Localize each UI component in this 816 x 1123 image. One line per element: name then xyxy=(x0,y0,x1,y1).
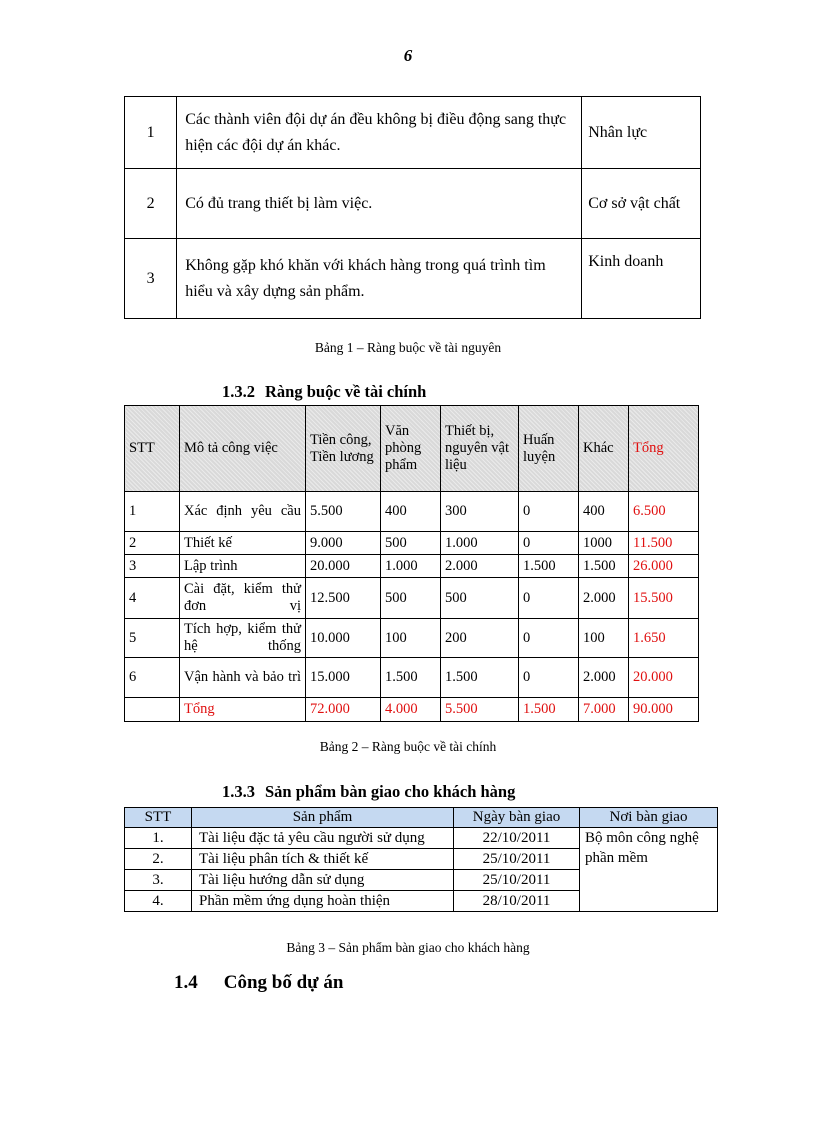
office-cell: 500 xyxy=(381,578,441,619)
section-title: Ràng buộc về tài chính xyxy=(265,382,427,401)
stt-cell: 4. xyxy=(125,891,192,912)
equipment-cell: 1.000 xyxy=(441,532,519,555)
date-cell: 25/10/2011 xyxy=(454,849,580,870)
stt-cell: 4 xyxy=(125,578,180,619)
stt-cell: 3 xyxy=(125,555,180,578)
salary-cell: 10.000 xyxy=(306,619,381,658)
training-total: 1.500 xyxy=(519,698,579,722)
header-equipment: Thiết bị, nguyên vật liệu xyxy=(441,406,519,492)
total-cell: 20.000 xyxy=(629,658,699,698)
grand-total: 90.000 xyxy=(629,698,699,722)
stt-cell: 3 xyxy=(125,239,177,319)
stt-cell: 1 xyxy=(125,97,177,169)
salary-cell: 9.000 xyxy=(306,532,381,555)
equipment-cell: 1.500 xyxy=(441,658,519,698)
stt-cell: 1. xyxy=(125,828,192,849)
section-title: Công bố dự án xyxy=(223,972,344,993)
header-row xyxy=(125,406,699,492)
section-number: 1.3.2 xyxy=(222,382,255,401)
description-cell: Cài đặt, kiểm thử đơn vị xyxy=(180,578,306,619)
training-cell: 1.500 xyxy=(519,555,579,578)
header-stt: STT xyxy=(125,406,180,492)
training-cell: 0 xyxy=(519,658,579,698)
other-cell: 1.500 xyxy=(579,555,629,578)
section-title: Sản phẩm bàn giao cho khách hàng xyxy=(265,782,516,801)
date-cell: 25/10/2011 xyxy=(454,870,580,891)
total-cell: 15.500 xyxy=(629,578,699,619)
header-row xyxy=(125,808,718,828)
other-cell: 2.000 xyxy=(579,658,629,698)
equipment-cell: 500 xyxy=(441,578,519,619)
training-cell: 0 xyxy=(519,578,579,619)
office-cell: 100 xyxy=(381,619,441,658)
resource-type-cell: Nhân lực xyxy=(582,97,701,169)
equipment-cell: 2.000 xyxy=(441,555,519,578)
total-cell: 1.650 xyxy=(629,619,699,658)
product-cell: Tài liệu hướng dẫn sử dụng xyxy=(192,870,454,891)
table-row xyxy=(125,555,699,578)
office-cell: 1.000 xyxy=(381,555,441,578)
resource-constraints-table xyxy=(124,96,701,319)
table-2-caption: Bảng 2 – Ràng buộc về tài chính xyxy=(319,739,497,754)
salary-cell: 5.500 xyxy=(306,492,381,532)
header-total: Tổng xyxy=(629,406,699,492)
section-heading-1-3-3 xyxy=(222,782,515,802)
header-training: Huấn luyện xyxy=(519,406,579,492)
salary-cell: 15.000 xyxy=(306,658,381,698)
product-cell: Tài liệu phân tích & thiết kế xyxy=(192,849,454,870)
section-heading-1-3-2 xyxy=(222,382,426,402)
table-row xyxy=(125,658,699,698)
stt-cell xyxy=(125,698,180,722)
header-office-supplies: Văn phòng phẩm xyxy=(381,406,441,492)
section-number: 1.3.3 xyxy=(222,782,255,801)
other-cell: 1000 xyxy=(579,532,629,555)
description-cell: Các thành viên đội dự án đều không bị điều động sang thực hiện các đội dự án khác. xyxy=(177,97,582,169)
office-cell: 400 xyxy=(381,492,441,532)
table-1-caption: Bảng 1 – Ràng buộc về tài nguyên xyxy=(314,340,502,355)
training-cell: 0 xyxy=(519,532,579,555)
header-delivery-date: Ngày bàn giao xyxy=(454,808,580,828)
stt-cell: 5 xyxy=(125,619,180,658)
description-cell: Vận hành và bảo trì xyxy=(180,658,306,698)
description-cell: Không gặp khó khăn với khách hàng trong quá trình tìm hiểu và xây dựng sản phẩm. xyxy=(177,239,582,319)
other-cell: 400 xyxy=(579,492,629,532)
table-row xyxy=(125,169,701,239)
section-heading-1-4 xyxy=(174,972,343,994)
finance-constraints-table xyxy=(124,405,699,722)
table-row xyxy=(125,239,701,319)
header-salary: Tiền công, Tiền lương xyxy=(306,406,381,492)
table-row xyxy=(125,492,699,532)
stt-cell: 2 xyxy=(125,532,180,555)
product-cell: Phần mềm ứng dụng hoàn thiện xyxy=(192,891,454,912)
description-cell: Thiết kế xyxy=(180,532,306,555)
training-cell: 0 xyxy=(519,619,579,658)
salary-cell: 12.500 xyxy=(306,578,381,619)
stt-cell: 1 xyxy=(125,492,180,532)
training-cell: 0 xyxy=(519,492,579,532)
other-cell: 100 xyxy=(579,619,629,658)
header-description: Mô tả công việc xyxy=(180,406,306,492)
total-cell: 11.500 xyxy=(629,532,699,555)
table-row xyxy=(125,578,699,619)
total-label: Tổng xyxy=(180,698,306,722)
stt-cell: 2. xyxy=(125,849,192,870)
table-row xyxy=(125,97,701,169)
office-cell: 500 xyxy=(381,532,441,555)
description-cell: Lập trình xyxy=(180,555,306,578)
stt-cell: 3. xyxy=(125,870,192,891)
page-number: 6 xyxy=(403,46,413,65)
header-product: Sản phẩm xyxy=(192,808,454,828)
salary-cell: 20.000 xyxy=(306,555,381,578)
total-cell: 26.000 xyxy=(629,555,699,578)
section-number: 1.4 xyxy=(174,972,198,993)
total-cell: 6.500 xyxy=(629,492,699,532)
resource-type-cell: Kinh doanh xyxy=(582,239,701,319)
product-cell: Tài liệu đặc tả yêu cầu người sử dụng xyxy=(192,828,454,849)
table-row xyxy=(125,532,699,555)
table-3-caption: Bảng 3 – Sản phẩm bàn giao cho khách hàng xyxy=(286,940,530,955)
equipment-cell: 300 xyxy=(441,492,519,532)
header-delivery-place: Nơi bàn giao xyxy=(580,808,718,828)
description-cell: Có đủ trang thiết bị làm việc. xyxy=(177,169,582,239)
date-cell: 28/10/2011 xyxy=(454,891,580,912)
resource-type-cell: Cơ sở vật chất xyxy=(582,169,701,239)
date-cell: 22/10/2011 xyxy=(454,828,580,849)
other-cell: 2.000 xyxy=(579,578,629,619)
table-row xyxy=(125,828,718,849)
office-cell: 1.500 xyxy=(381,658,441,698)
stt-cell: 6 xyxy=(125,658,180,698)
table-row xyxy=(125,619,699,658)
place-cell: Bộ môn công nghệ phần mềm xyxy=(580,828,718,912)
delivery-products-table xyxy=(124,807,718,912)
equipment-cell: 200 xyxy=(441,619,519,658)
header-other: Khác xyxy=(579,406,629,492)
office-total: 4.000 xyxy=(381,698,441,722)
stt-cell: 2 xyxy=(125,169,177,239)
description-cell: Tích hợp, kiểm thử hệ thống xyxy=(180,619,306,658)
total-row xyxy=(125,698,699,722)
description-cell: Xác định yêu cầu xyxy=(180,492,306,532)
salary-total: 72.000 xyxy=(306,698,381,722)
header-stt: STT xyxy=(125,808,192,828)
other-total: 7.000 xyxy=(579,698,629,722)
equipment-total: 5.500 xyxy=(441,698,519,722)
